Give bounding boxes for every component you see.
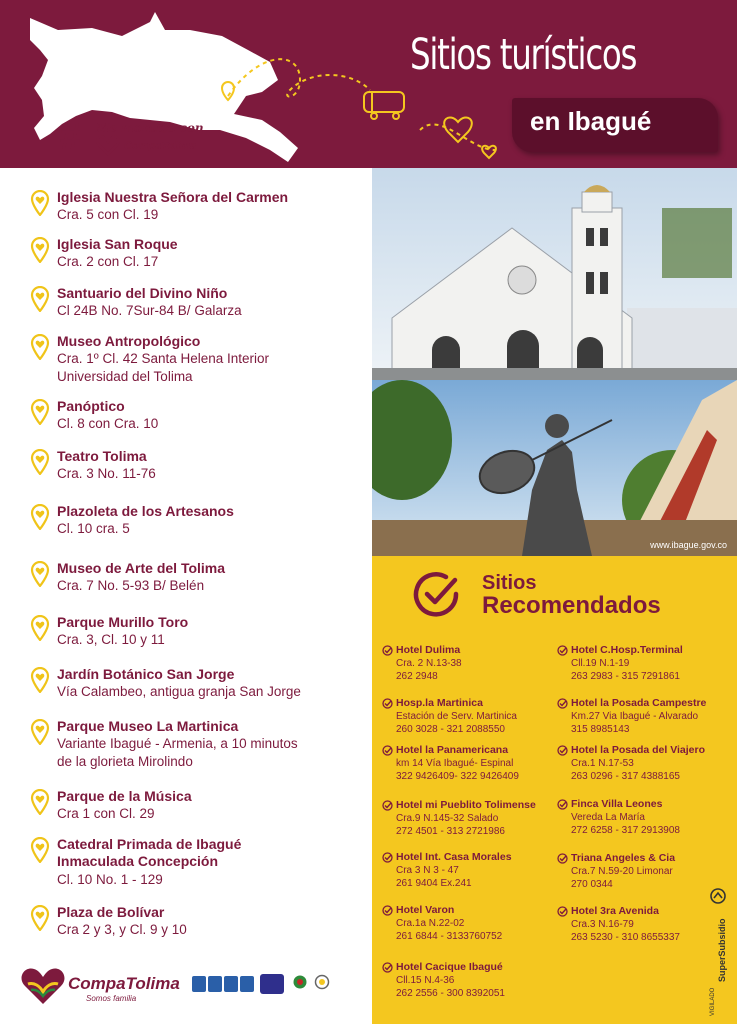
site-name: Iglesia Nuestra Señora del Carmen bbox=[57, 189, 289, 205]
check-icon bbox=[382, 698, 393, 709]
site-address: Cl. 8 con Cra. 10 bbox=[57, 416, 159, 431]
site-address: Cra. 3, Cl. 10 y 11 bbox=[57, 632, 165, 647]
site-name: Jardín Botánico San Jorge bbox=[57, 666, 235, 682]
location-pin-icon bbox=[30, 334, 50, 360]
recommended-section bbox=[372, 556, 737, 1024]
hotel-name: Hotel la Posada del Viajero bbox=[571, 744, 706, 756]
hotel-name: Triana Angeles & Cia bbox=[571, 852, 676, 864]
check-icon bbox=[557, 853, 568, 864]
hotel-details: Km.27 Via Ibagué - Alvarado 315 8985143 bbox=[571, 711, 699, 735]
check-icon bbox=[382, 800, 393, 811]
compatolima-heart-logo-icon bbox=[20, 966, 66, 1006]
hotel-details: Cra.1 N.17-53 263 0296 - 317 4388165 bbox=[571, 758, 680, 782]
guitar-statue-photo bbox=[372, 380, 737, 556]
site-name: Santuario del Divino Niño bbox=[57, 285, 228, 301]
site-name: Plazoleta de los Artesanos bbox=[57, 503, 234, 519]
site-name: Parque de la Música bbox=[57, 788, 192, 804]
hashtag-brand: CompaTolima bbox=[124, 140, 197, 152]
location-pin-icon bbox=[30, 449, 50, 475]
check-icon bbox=[557, 906, 568, 917]
site-name: Catedral Primada de Ibagué Inmaculada Concepción bbox=[57, 836, 242, 869]
hashtag-symbol: # bbox=[60, 116, 82, 158]
site-name: Plaza de Bolívar bbox=[57, 904, 165, 920]
page-title: Sitios turísticos bbox=[410, 30, 637, 80]
hotel-name: Finca Villa Leones bbox=[571, 798, 663, 810]
seal-icon bbox=[314, 974, 330, 994]
photo-credit: www.ibague.gov.co bbox=[650, 540, 727, 550]
location-pin-icon bbox=[30, 905, 50, 931]
footer-brand-tagline: Somos familia bbox=[86, 994, 137, 1003]
page-subtitle: en Ibagué bbox=[530, 106, 652, 136]
location-pin-icon bbox=[30, 837, 50, 863]
location-pin-icon bbox=[30, 561, 50, 587]
site-address: Cl. 10 No. 1 - 129 bbox=[57, 872, 163, 887]
hotel-details: Cra 3 N 3 - 47 261 9404 Ex.241 bbox=[396, 865, 472, 889]
check-icon bbox=[557, 645, 568, 656]
hotel-name: Hotel Varon bbox=[396, 904, 455, 916]
hotel-details: Estación de Serv. Martinica 260 3028 - 321 2088550 bbox=[396, 711, 517, 735]
location-pin-icon bbox=[30, 667, 50, 693]
certification-co-icon bbox=[260, 974, 284, 994]
check-icon bbox=[382, 962, 393, 973]
site-name: Parque Murillo Toro bbox=[57, 614, 189, 630]
location-pin-icon bbox=[30, 615, 50, 641]
location-pin-icon bbox=[30, 789, 50, 815]
site-address: Cra. 7 No. 5-93 B/ Belén bbox=[57, 578, 205, 593]
hotel-details: Cra.9 N.145-32 Salado 272 4501 - 313 2721986 bbox=[396, 813, 505, 837]
check-circle-icon bbox=[412, 570, 462, 620]
certification-icon bbox=[208, 976, 222, 992]
certification-icon bbox=[240, 976, 254, 992]
check-icon bbox=[382, 852, 393, 863]
site-name: Panóptico bbox=[57, 398, 125, 414]
location-pin-icon bbox=[30, 237, 50, 263]
check-icon bbox=[557, 698, 568, 709]
vigilado-label: VIGILADO bbox=[710, 987, 716, 1016]
heart-icon bbox=[96, 134, 120, 156]
site-address: Cra 2 y 3, y Cl. 9 y 10 bbox=[57, 922, 187, 937]
site-name: Iglesia San Roque bbox=[57, 236, 178, 252]
site-address: Cra. 1º Cl. 42 Santa Helena Interior Universidad del Tolima bbox=[57, 351, 270, 384]
location-pin-icon bbox=[30, 190, 50, 216]
recommended-title-line1: Sitios bbox=[482, 572, 537, 594]
site-name: Museo de Arte del Tolima bbox=[57, 560, 226, 576]
site-address: Variante Ibagué - Armenia, a 10 minutos de la glorieta Mirolindo bbox=[57, 736, 298, 769]
location-pin-icon bbox=[30, 719, 50, 745]
check-icon bbox=[382, 645, 393, 656]
site-address: Cl 24B No. 7Sur-84 B/ Galarza bbox=[57, 303, 242, 318]
hotel-name: Hotel mi Pueblito Tolimense bbox=[396, 799, 536, 811]
site-address: Vía Calambeo, antigua granja San Jorge bbox=[57, 684, 301, 699]
hotel-details: Cra.7 N.59-20 Limonar 270 0344 bbox=[571, 866, 673, 890]
hotel-details: Cra. 2 N.13-38 262 2948 bbox=[396, 658, 462, 682]
hotel-name: Hotel 3ra Avenida bbox=[571, 905, 659, 917]
recommended-title-line2: Recomendados bbox=[482, 592, 661, 619]
vigilado-brand: SuperSubsidio bbox=[717, 918, 727, 982]
check-icon bbox=[382, 745, 393, 756]
hotel-details: Cra.1a N.22-02 261 6844 - 3133760752 bbox=[396, 918, 503, 942]
certification-icon bbox=[224, 976, 238, 992]
site-address: Cra. 5 con Cl. 19 bbox=[57, 207, 159, 222]
hotel-name: Hotel C.Hosp.Terminal bbox=[571, 644, 683, 656]
hashtag-text: Me montizo con bbox=[96, 121, 204, 135]
site-name: Teatro Tolima bbox=[57, 448, 147, 464]
site-address: Cra. 2 con Cl. 17 bbox=[57, 254, 159, 269]
site-address: Cl. 10 cra. 5 bbox=[57, 521, 130, 536]
certification-icon bbox=[192, 976, 206, 992]
hotel-name: Hotel la Panamericana bbox=[396, 744, 509, 756]
check-icon bbox=[382, 905, 393, 916]
site-name: Museo Antropológico bbox=[57, 333, 201, 349]
hotel-name: Hotel la Posada Campestre bbox=[571, 697, 707, 709]
check-icon bbox=[557, 745, 568, 756]
site-address: Cra 1 con Cl. 29 bbox=[57, 806, 155, 821]
site-name: Parque Museo La Martinica bbox=[57, 718, 239, 734]
location-pin-icon bbox=[30, 504, 50, 530]
check-icon bbox=[557, 799, 568, 810]
footer-brand: CompaTolima bbox=[68, 974, 180, 993]
location-pin-icon bbox=[30, 399, 50, 425]
location-pin-icon bbox=[30, 286, 50, 312]
hotel-details: Cra.3 N.16-79 263 5230 - 310 8655337 bbox=[571, 919, 680, 943]
hotel-details: km 14 Vía Ibagué- Espinal 322 9426409- 322 9426409 bbox=[396, 758, 519, 782]
hotel-name: Hotel Dulima bbox=[396, 644, 461, 656]
hotel-details: Vereda La María 272 6258 - 317 2913908 bbox=[571, 812, 680, 836]
tourist-sites-list bbox=[0, 168, 372, 958]
footer bbox=[0, 958, 372, 1024]
hotel-details: Cll.19 N.1-19 263 2983 - 315 7291861 bbox=[571, 658, 680, 682]
seal-icon bbox=[292, 974, 308, 994]
church-photo bbox=[372, 168, 737, 380]
site-address: Cra. 3 No. 11-76 bbox=[57, 466, 156, 481]
hotel-details: Cll.15 N.4-36 262 2556 - 300 8392051 bbox=[396, 975, 505, 999]
hotel-name: Hosp.la Martinica bbox=[396, 697, 483, 709]
hotel-name: Hotel Cacique Ibagué bbox=[396, 961, 503, 973]
vigilado-supersubsidio-badge bbox=[706, 886, 730, 1018]
header-banner bbox=[0, 0, 737, 168]
hotel-name: Hotel Int. Casa Morales bbox=[396, 851, 512, 863]
